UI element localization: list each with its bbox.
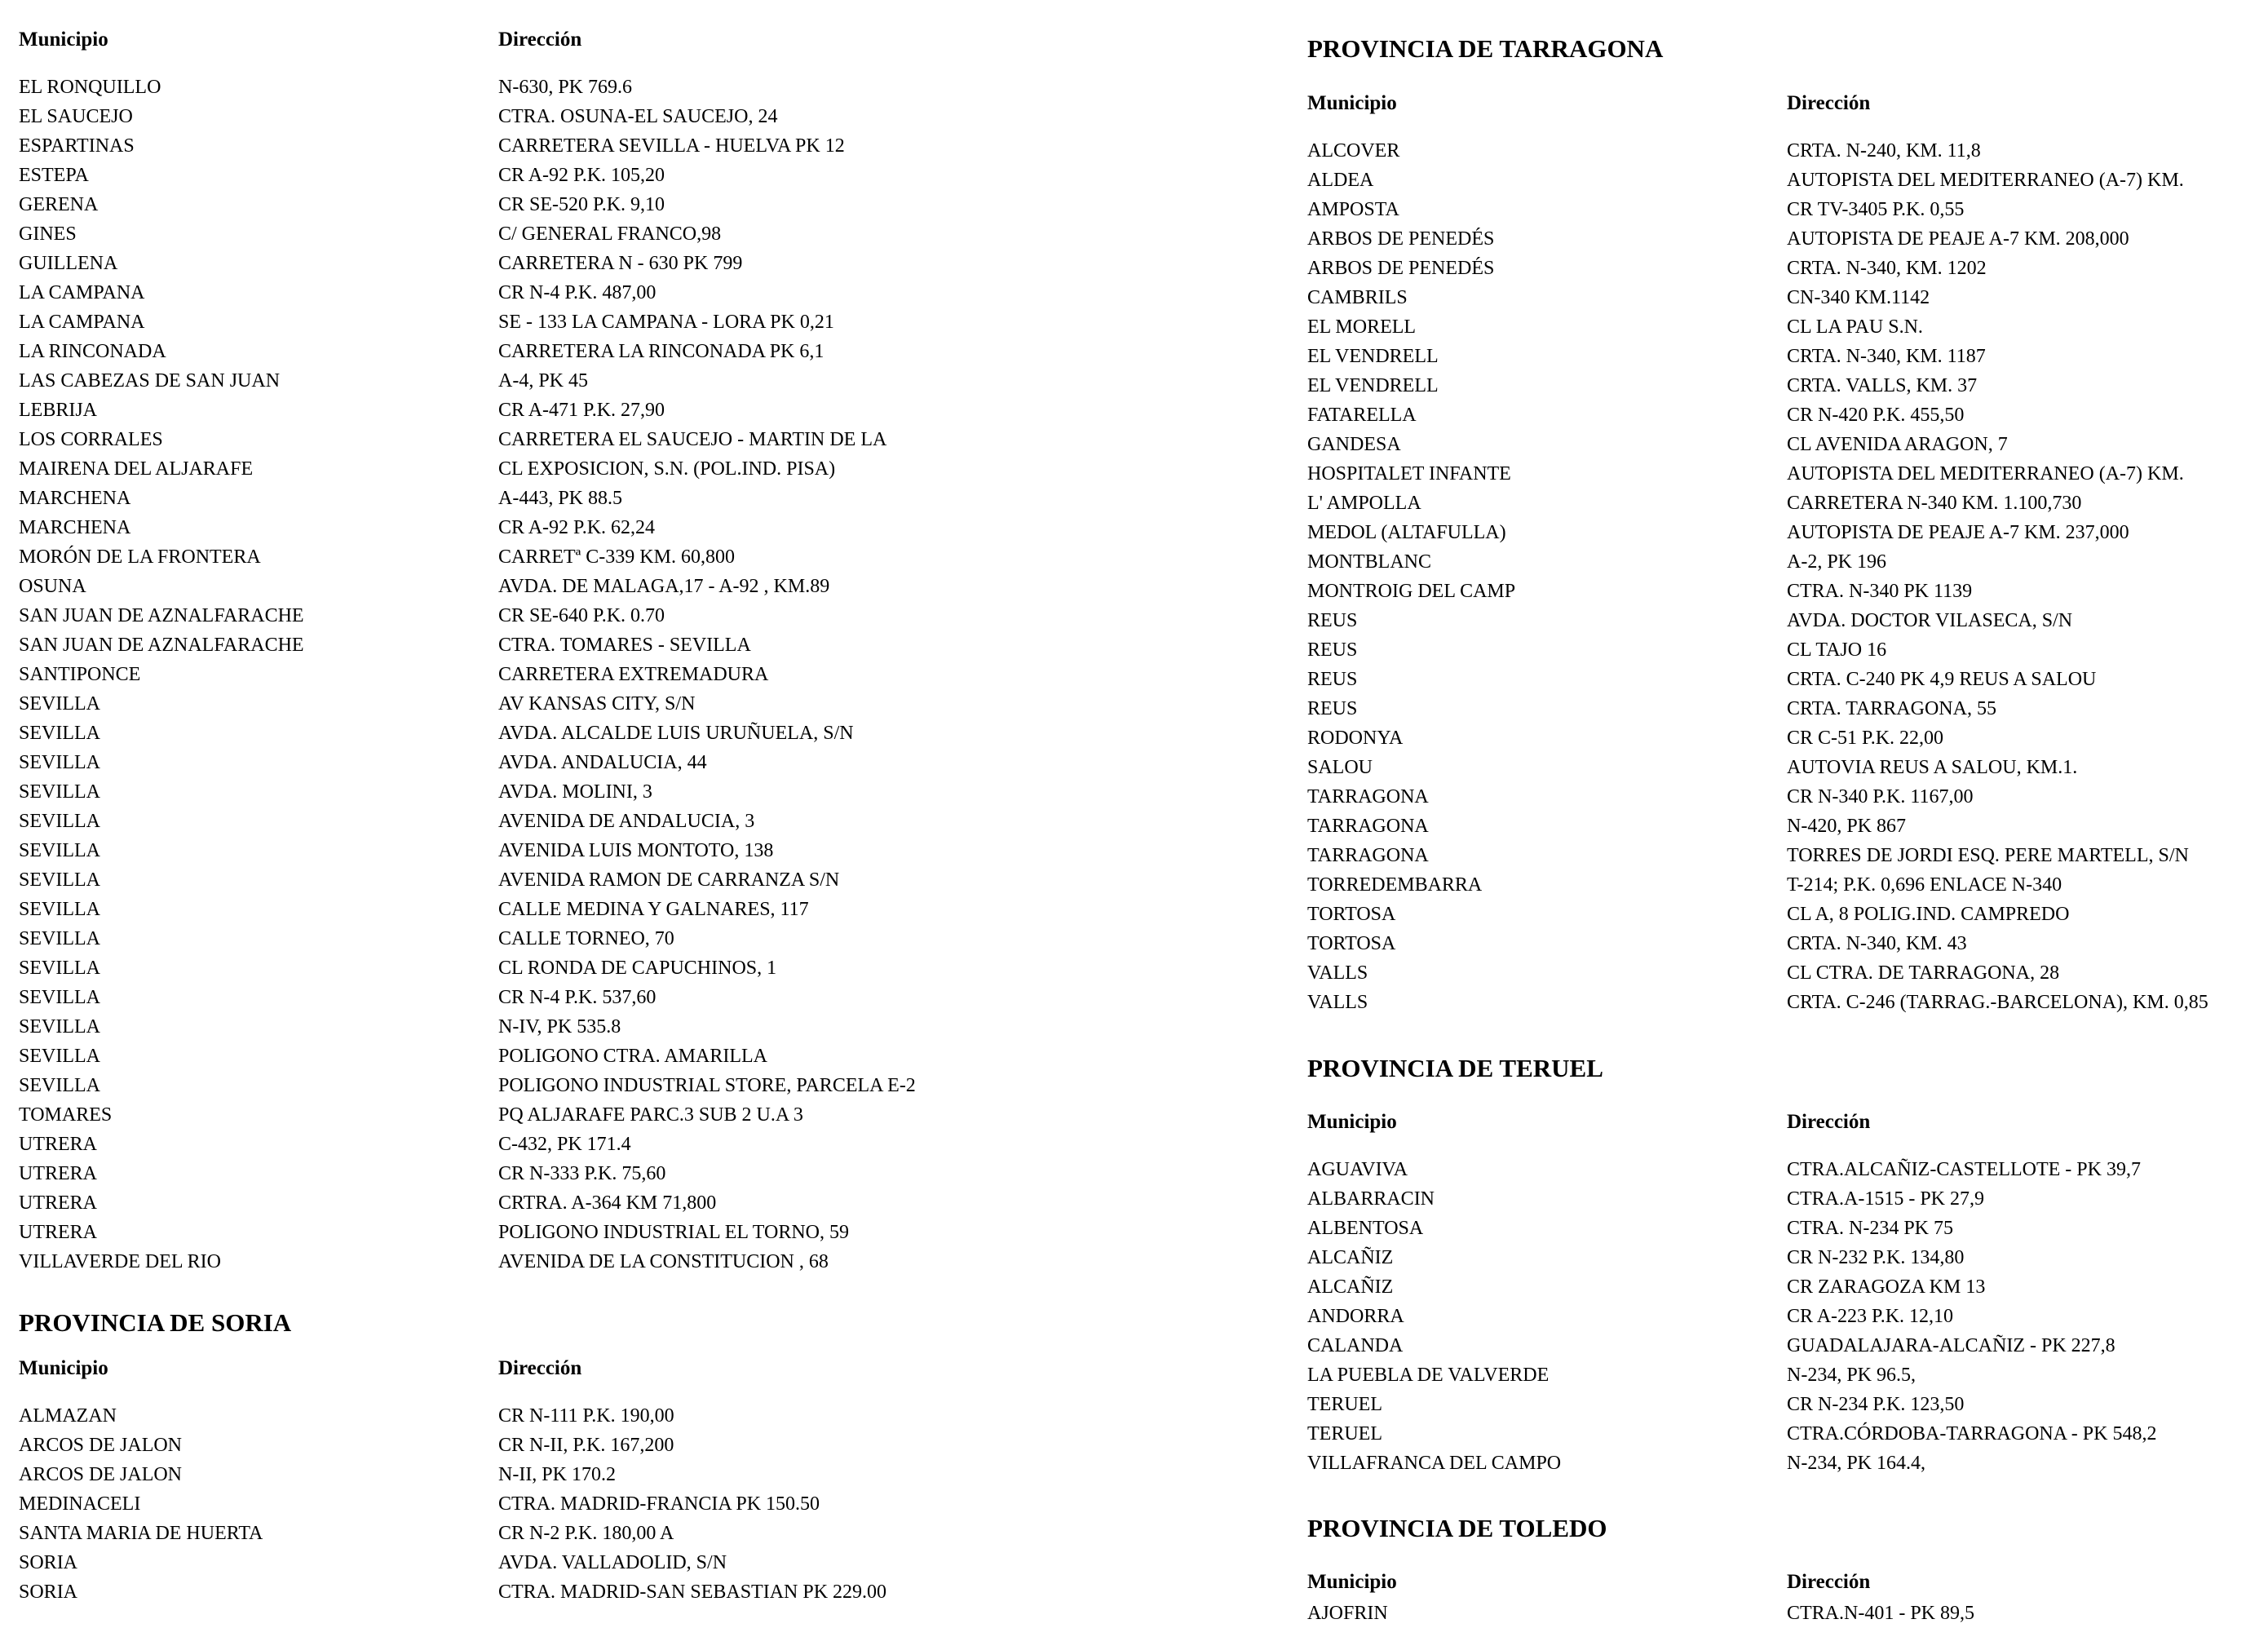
municipio-cell: EL VENDRELL (1307, 346, 1439, 367)
table-row (19, 484, 1242, 513)
table-row (1307, 1360, 2261, 1390)
direccion-cell: CL A, 8 POLIG.IND. CAMPREDO (1787, 904, 2070, 925)
table-header (1307, 1568, 2261, 1597)
table-row (1307, 1243, 2261, 1272)
table-row (1307, 929, 2261, 958)
municipio-cell: SEVILLA (19, 928, 100, 949)
soria-table (19, 1401, 1242, 1607)
right-column (1307, 0, 2261, 1628)
table-row (19, 161, 1242, 190)
table-row (19, 131, 1242, 161)
direccion-cell: AUTOPISTA DEL MEDITERRANEO (A-7) KM. (1787, 170, 2184, 191)
direccion-cell: AVDA. ANDALUCIA, 44 (498, 752, 707, 773)
direccion-cell: CARRETERA LA RINCONADA PK 6,1 (498, 341, 825, 362)
table-row (19, 190, 1242, 219)
direccion-cell: AVDA. DE MALAGA,17 - A-92 , KM.89 (498, 576, 830, 597)
municipio-cell: ALBARRACIN (1307, 1188, 1435, 1210)
direccion-cell: CARRETERA EL SAUCEJO - MARTIN DE LA (498, 429, 887, 450)
table-row (1307, 958, 2261, 988)
table-row (19, 1100, 1242, 1130)
left-column (19, 0, 1242, 1607)
table-row (19, 1489, 1242, 1519)
direccion-header: Dirección (1787, 1571, 1871, 1593)
table-row (19, 425, 1242, 454)
table-row (1307, 665, 2261, 694)
direccion-header: Dirección (1787, 92, 1871, 114)
municipio-cell: ARBOS DE PENEDÉS (1307, 228, 1495, 250)
direccion-cell: CRTA. N-340, KM. 1202 (1787, 258, 1987, 279)
municipio-cell: SEVILLA (19, 958, 100, 979)
direccion-cell: CARRETª C-339 KM. 60,800 (498, 546, 735, 568)
direccion-cell: CL RONDA DE CAPUCHINOS, 1 (498, 958, 777, 979)
table-row (1307, 430, 2261, 459)
table-row (1307, 1155, 2261, 1184)
municipio-cell: RODONYA (1307, 728, 1404, 749)
municipio-cell: TORTOSA (1307, 904, 1396, 925)
direccion-cell: CTRA. MADRID-SAN SEBASTIAN PK 229.00 (498, 1582, 887, 1603)
table-row (19, 1577, 1242, 1607)
direccion-cell: AUTOPISTA DE PEAJE A-7 KM. 237,000 (1787, 522, 2129, 543)
direccion-cell: PQ ALJARAFE PARC.3 SUB 2 U.A 3 (498, 1104, 803, 1126)
table-row (19, 895, 1242, 924)
municipio-cell: TERUEL (1307, 1394, 1382, 1415)
table-row (1307, 577, 2261, 606)
table-row (19, 719, 1242, 748)
direccion-cell: A-4, PK 45 (498, 370, 589, 392)
direccion-cell: N-234, PK 96.5, (1787, 1365, 1917, 1386)
direccion-cell: CTRA.A-1515 - PK 27,9 (1787, 1188, 1985, 1210)
municipio-cell: LOS CORRALES (19, 429, 163, 450)
municipio-cell: ARCOS DE JALON (19, 1464, 183, 1485)
direccion-cell: CR ZARAGOZA KM 13 (1787, 1276, 1986, 1298)
table-row (1307, 136, 2261, 166)
direccion-cell: CARRETERA SEVILLA - HUELVA PK 12 (498, 135, 845, 157)
municipio-cell: AMPOSTA (1307, 199, 1399, 220)
table-row (19, 983, 1242, 1012)
municipio-cell: SEVILLA (19, 869, 100, 891)
municipio-cell: VILLAVERDE DEL RIO (19, 1251, 221, 1272)
table-row (19, 1188, 1242, 1218)
municipio-cell: SEVILLA (19, 987, 100, 1008)
direccion-cell: CTRA.N-401 - PK 89,5 (1787, 1603, 1975, 1624)
direccion-cell: AUTOPISTA DE PEAJE A-7 KM. 208,000 (1787, 228, 2129, 250)
municipio-cell: ALMAZAN (19, 1405, 117, 1427)
direccion-cell: CRTA. N-340, KM. 43 (1787, 933, 1967, 954)
direccion-cell: CALLE MEDINA Y GALNARES, 117 (498, 899, 809, 920)
direccion-cell: CR N-2 P.K. 180,00 A (498, 1523, 674, 1544)
table-row (1307, 1302, 2261, 1331)
table-row (1307, 547, 2261, 577)
municipio-cell: SEVILLA (19, 752, 100, 773)
table-row (19, 542, 1242, 572)
table-row (19, 307, 1242, 337)
municipio-cell: MEDOL (ALTAFULLA) (1307, 522, 1506, 543)
municipio-cell: MAIRENA DEL ALJARAFE (19, 458, 254, 480)
table-row (19, 689, 1242, 719)
municipio-cell: ALCOVER (1307, 140, 1400, 161)
municipio-cell: L' AMPOLLA (1307, 493, 1421, 514)
municipio-cell: MONTBLANC (1307, 551, 1432, 573)
municipio-cell: TERUEL (1307, 1423, 1382, 1444)
direccion-cell: CL TAJO 16 (1787, 639, 1887, 661)
table-row (19, 73, 1242, 102)
direccion-cell: T-214; P.K. 0,696 ENLACE N-340 (1787, 874, 2062, 896)
direccion-cell: CR A-92 P.K. 62,24 (498, 517, 656, 538)
table-row (19, 601, 1242, 630)
municipio-cell: GINES (19, 223, 77, 245)
table-row (1307, 489, 2261, 518)
municipio-cell: LA PUEBLA DE VALVERDE (1307, 1365, 1550, 1386)
municipio-cell: TORTOSA (1307, 933, 1396, 954)
table-row (19, 513, 1242, 542)
municipio-cell: FATARELLA (1307, 405, 1417, 426)
table-row (1307, 224, 2261, 254)
municipio-cell: EL VENDRELL (1307, 375, 1439, 396)
table-row (1307, 841, 2261, 870)
direccion-cell: CR A-471 P.K. 27,90 (498, 400, 665, 421)
municipio-cell: GUILLENA (19, 253, 118, 274)
municipio-cell: VILLAFRANCA DEL CAMPO (1307, 1453, 1562, 1474)
municipio-header: Municipio (1307, 92, 1397, 114)
direccion-cell: AVENIDA DE ANDALUCIA, 3 (498, 811, 755, 832)
municipio-cell: LEBRIJA (19, 400, 97, 421)
direccion-cell: CR A-223 P.K. 12,10 (1787, 1306, 1954, 1327)
direccion-cell: CARRETERA EXTREMADURA (498, 664, 769, 685)
municipio-cell: UTRERA (19, 1163, 97, 1184)
table-header (19, 1354, 1242, 1383)
table-row (19, 1159, 1242, 1188)
municipio-cell: SEVILLA (19, 840, 100, 861)
direccion-cell: A-2, PK 196 (1787, 551, 1887, 573)
direccion-cell: N-420, PK 867 (1787, 816, 1907, 837)
table-row (19, 572, 1242, 601)
sevilla-table (19, 73, 1242, 1276)
municipio-cell: SANTA MARIA DE HUERTA (19, 1523, 263, 1544)
table-row (1307, 1419, 2261, 1449)
direccion-cell: C/ GENERAL FRANCO,98 (498, 223, 722, 245)
direccion-cell: CRTA. N-240, KM. 11,8 (1787, 140, 1981, 161)
table-row (1307, 254, 2261, 283)
direccion-cell: N-IV, PK 535.8 (498, 1016, 621, 1037)
municipio-cell: OSUNA (19, 576, 86, 597)
table-row (1307, 782, 2261, 812)
direccion-cell: CRTA. C-240 PK 4,9 REUS A SALOU (1787, 669, 2097, 690)
municipio-header: Municipio (19, 1357, 108, 1379)
table-row (19, 1548, 1242, 1577)
municipio-cell: REUS (1307, 698, 1358, 719)
table-header (1307, 1108, 2261, 1137)
table-row (19, 836, 1242, 865)
municipio-cell: SAN JUAN DE AZNALFARACHE (19, 635, 304, 656)
direccion-cell: CL AVENIDA ARAGON, 7 (1787, 434, 2008, 455)
table-row (1307, 812, 2261, 841)
direccion-cell: CTRA. MADRID-FRANCIA PK 150.50 (498, 1493, 820, 1515)
table-row (19, 1218, 1242, 1247)
direccion-cell: CTRA.ALCAÑIZ-CASTELLOTE - PK 39,7 (1787, 1159, 2141, 1180)
municipio-cell: GANDESA (1307, 434, 1401, 455)
direccion-cell: CR N-232 P.K. 134,80 (1787, 1247, 1965, 1268)
municipio-cell: SORIA (19, 1552, 78, 1573)
direccion-cell: N-II, PK 170.2 (498, 1464, 616, 1485)
table-row (1307, 518, 2261, 547)
direccion-cell: CR A-92 P.K. 105,20 (498, 165, 665, 186)
direccion-header: Dirección (498, 29, 582, 51)
municipio-cell: REUS (1307, 639, 1358, 661)
direccion-cell: CR N-234 P.K. 123,50 (1787, 1394, 1965, 1415)
table-row (1307, 283, 2261, 312)
municipio-cell: MARCHENA (19, 517, 131, 538)
direccion-cell: POLIGONO INDUSTRIAL EL TORNO, 59 (498, 1222, 849, 1243)
table-row (1307, 312, 2261, 342)
municipio-cell: TARRAGONA (1307, 786, 1429, 807)
municipio-cell: CALANDA (1307, 1335, 1404, 1356)
municipio-cell: SEVILLA (19, 1075, 100, 1096)
municipio-cell: SEVILLA (19, 811, 100, 832)
table-row (1307, 400, 2261, 430)
table-header (19, 25, 1242, 55)
municipio-cell: SORIA (19, 1582, 78, 1603)
direccion-cell: CR N-4 P.K. 537,60 (498, 987, 657, 1008)
table-row (1307, 371, 2261, 400)
direccion-cell: POLIGONO INDUSTRIAL STORE, PARCELA E-2 (498, 1075, 916, 1096)
table-row (19, 777, 1242, 807)
table-row (1307, 635, 2261, 665)
direccion-cell: POLIGONO CTRA. AMARILLA (498, 1046, 767, 1067)
table-row (1307, 723, 2261, 753)
municipio-cell: MONTROIG DEL CAMP (1307, 581, 1516, 602)
municipio-cell: SAN JUAN DE AZNALFARACHE (19, 605, 304, 626)
direccion-cell: AVDA. VALLADOLID, S/N (498, 1552, 727, 1573)
direccion-cell: CR TV-3405 P.K. 0,55 (1787, 199, 1965, 220)
direccion-cell: AVDA. DOCTOR VILASECA, S/N (1787, 610, 2073, 631)
table-row (19, 249, 1242, 278)
table-row (19, 924, 1242, 953)
direccion-cell: N-234, PK 164.4, (1787, 1453, 1926, 1474)
municipio-cell: ALCAÑIZ (1307, 1247, 1394, 1268)
municipio-cell: ARBOS DE PENEDÉS (1307, 258, 1495, 279)
table-row (19, 102, 1242, 131)
table-row (19, 1431, 1242, 1460)
municipio-cell: UTRERA (19, 1192, 97, 1214)
section-title-tarragona: PROVINCIA DE TARRAGONA (1307, 34, 1664, 63)
table-row (19, 1460, 1242, 1489)
direccion-cell: CR SE-520 P.K. 9,10 (498, 194, 665, 215)
municipio-cell: TOMARES (19, 1104, 113, 1126)
municipio-cell: ALBENTOSA (1307, 1218, 1424, 1239)
direccion-cell: TORRES DE JORDI ESQ. PERE MARTELL, S/N (1787, 845, 2189, 866)
table-row (19, 630, 1242, 660)
municipio-cell: AJOFRIN (1307, 1603, 1388, 1624)
municipio-cell: UTRERA (19, 1134, 97, 1155)
direccion-cell: CARRETERA N - 630 PK 799 (498, 253, 743, 274)
direccion-cell: C-432, PK 171.4 (498, 1134, 631, 1155)
table-row (1307, 606, 2261, 635)
municipio-cell: VALLS (1307, 962, 1368, 984)
municipio-cell: ALDEA (1307, 170, 1374, 191)
table-row (19, 748, 1242, 777)
municipio-cell: EL SAUCEJO (19, 106, 133, 127)
table-row (19, 1519, 1242, 1548)
direccion-header: Dirección (498, 1357, 582, 1379)
direccion-cell: CTRA. OSUNA-EL SAUCEJO, 24 (498, 106, 778, 127)
direccion-cell: CTRA. N-340 PK 1139 (1787, 581, 1973, 602)
table-row (1307, 1272, 2261, 1302)
municipio-header: Municipio (1307, 1111, 1397, 1133)
municipio-cell: LA CAMPANA (19, 282, 145, 303)
table-row (1307, 1331, 2261, 1360)
municipio-cell: VALLS (1307, 992, 1368, 1013)
direccion-cell: N-630, PK 769.6 (498, 77, 633, 98)
table-row (1307, 459, 2261, 489)
municipio-cell: SEVILLA (19, 693, 100, 714)
direccion-cell: CL LA PAU S.N. (1787, 316, 1923, 338)
table-row (1307, 753, 2261, 782)
direccion-cell: CR N-420 P.K. 455,50 (1787, 405, 1965, 426)
municipio-cell: SEVILLA (19, 1016, 100, 1037)
municipio-cell: ANDORRA (1307, 1306, 1404, 1327)
direccion-cell: CTRA. N-234 PK 75 (1787, 1218, 1954, 1239)
direccion-cell: AVENIDA LUIS MONTOTO, 138 (498, 840, 774, 861)
municipio-cell: SEVILLA (19, 1046, 100, 1067)
municipio-cell: MEDINACELI (19, 1493, 141, 1515)
direccion-cell: CR SE-640 P.K. 0.70 (498, 605, 665, 626)
direccion-cell: GUADALAJARA-ALCAÑIZ - PK 227,8 (1787, 1335, 2115, 1356)
direccion-cell: CR N-111 P.K. 190,00 (498, 1405, 674, 1427)
section-title-toledo: PROVINCIA DE TOLEDO (1307, 1514, 1607, 1542)
municipio-cell: ALCAÑIZ (1307, 1276, 1394, 1298)
direccion-cell: CL CTRA. DE TARRAGONA, 28 (1787, 962, 2060, 984)
direccion-cell: CALLE TORNEO, 70 (498, 928, 674, 949)
municipio-cell: SEVILLA (19, 781, 100, 803)
table-row (1307, 195, 2261, 224)
direccion-cell: CRTA. TARRAGONA, 55 (1787, 698, 1996, 719)
direccion-cell: A-443, PK 88.5 (498, 488, 623, 509)
municipio-cell: TARRAGONA (1307, 845, 1429, 866)
table-row (19, 1012, 1242, 1042)
municipio-cell: TARRAGONA (1307, 816, 1429, 837)
municipio-header: Municipio (19, 29, 108, 51)
municipio-cell: MARCHENA (19, 488, 131, 509)
table-row (19, 953, 1242, 983)
direccion-cell: CR N-340 P.K. 1167,00 (1787, 786, 1974, 807)
tarragona-table (1307, 136, 2261, 1017)
section-title-teruel: PROVINCIA DE TERUEL (1307, 1054, 1603, 1082)
direccion-cell: SE - 133 LA CAMPANA - LORA PK 0,21 (498, 312, 834, 333)
municipio-cell: REUS (1307, 610, 1358, 631)
municipio-cell: ESTEPA (19, 165, 89, 186)
municipio-cell: AGUAVIVA (1307, 1159, 1408, 1180)
teruel-table (1307, 1155, 2261, 1478)
table-row (19, 278, 1242, 307)
table-row (19, 337, 1242, 366)
table-row (19, 1071, 1242, 1100)
table-row (1307, 988, 2261, 1017)
table-row (19, 1130, 1242, 1159)
table-row (1307, 1390, 2261, 1419)
direccion-cell: AUTOPISTA DEL MEDITERRANEO (A-7) KM. (1787, 463, 2184, 484)
municipio-cell: ESPARTINAS (19, 135, 135, 157)
table-row (19, 1042, 1242, 1071)
municipio-cell: CAMBRILS (1307, 287, 1408, 308)
table-row (19, 660, 1242, 689)
table-header (1307, 89, 2261, 118)
table-row (1307, 694, 2261, 723)
section-title-soria: PROVINCIA DE SORIA (19, 1308, 292, 1337)
direccion-cell: AVDA. MOLINI, 3 (498, 781, 652, 803)
table-row (19, 454, 1242, 484)
direccion-cell: CR C-51 P.K. 22,00 (1787, 728, 1944, 749)
table-row (1307, 1214, 2261, 1243)
municipio-cell: SANTIPONCE (19, 664, 141, 685)
municipio-cell: REUS (1307, 669, 1358, 690)
municipio-cell: LA CAMPANA (19, 312, 145, 333)
municipio-cell: LAS CABEZAS DE SAN JUAN (19, 370, 281, 392)
table-row (19, 366, 1242, 396)
table-row (19, 807, 1242, 836)
direccion-cell: CTRA. TOMARES - SEVILLA (498, 635, 751, 656)
direccion-cell: CARRETERA N-340 KM. 1.100,730 (1787, 493, 2082, 514)
direccion-cell: CL EXPOSICION, S.N. (POL.IND. PISA) (498, 458, 836, 480)
municipio-cell: HOSPITALET INFANTE (1307, 463, 1511, 484)
direccion-cell: CRTA. C-246 (TARRAG.-BARCELONA), KM. 0,85 (1787, 992, 2208, 1013)
municipio-cell: EL MORELL (1307, 316, 1417, 338)
table-row (19, 1247, 1242, 1276)
direccion-cell: AVENIDA RAMON DE CARRANZA S/N (498, 869, 840, 891)
direccion-cell: CRTA. N-340, KM. 1187 (1787, 346, 1986, 367)
municipio-cell: EL RONQUILLO (19, 77, 161, 98)
direccion-cell: CTRA.CÓRDOBA-TARRAGONA - PK 548,2 (1787, 1423, 2157, 1444)
municipio-cell: TORREDEMBARRA (1307, 874, 1483, 896)
table-row (19, 1401, 1242, 1431)
table-row (1307, 870, 2261, 900)
table-row (1307, 1449, 2261, 1478)
direccion-header: Dirección (1787, 1111, 1871, 1133)
direccion-cell: CRTA. VALLS, KM. 37 (1787, 375, 1978, 396)
direccion-cell: AVENIDA DE LA CONSTITUCION , 68 (498, 1251, 829, 1272)
direccion-cell: CR N-4 P.K. 487,00 (498, 282, 657, 303)
table-row (1307, 1184, 2261, 1214)
direccion-cell: AVDA. ALCALDE LUIS URUÑUELA, S/N (498, 723, 854, 744)
direccion-cell: CN-340 KM.1142 (1787, 287, 1930, 308)
table-row (1307, 1599, 2261, 1628)
table-row (1307, 166, 2261, 195)
toledo-table (1307, 1599, 2261, 1628)
direccion-cell: CR N-II, P.K. 167,200 (498, 1435, 674, 1456)
municipio-cell: SEVILLA (19, 899, 100, 920)
municipio-cell: MORÓN DE LA FRONTERA (19, 546, 261, 568)
municipio-cell: GERENA (19, 194, 99, 215)
direccion-cell: CRTRA. A-364 KM 71,800 (498, 1192, 717, 1214)
table-row (19, 219, 1242, 249)
table-row (19, 865, 1242, 895)
table-row (1307, 342, 2261, 371)
municipio-cell: UTRERA (19, 1222, 97, 1243)
municipio-cell: SALOU (1307, 757, 1373, 778)
municipio-cell: SEVILLA (19, 723, 100, 744)
municipio-cell: ARCOS DE JALON (19, 1435, 183, 1456)
table-row (19, 396, 1242, 425)
direccion-cell: AV KANSAS CITY, S/N (498, 693, 696, 714)
table-row (1307, 900, 2261, 929)
municipio-cell: LA RINCONADA (19, 341, 166, 362)
municipio-header: Municipio (1307, 1571, 1397, 1593)
direccion-cell: CR N-333 P.K. 75,60 (498, 1163, 666, 1184)
direccion-cell: AUTOVIA REUS A SALOU, KM.1. (1787, 757, 2078, 778)
